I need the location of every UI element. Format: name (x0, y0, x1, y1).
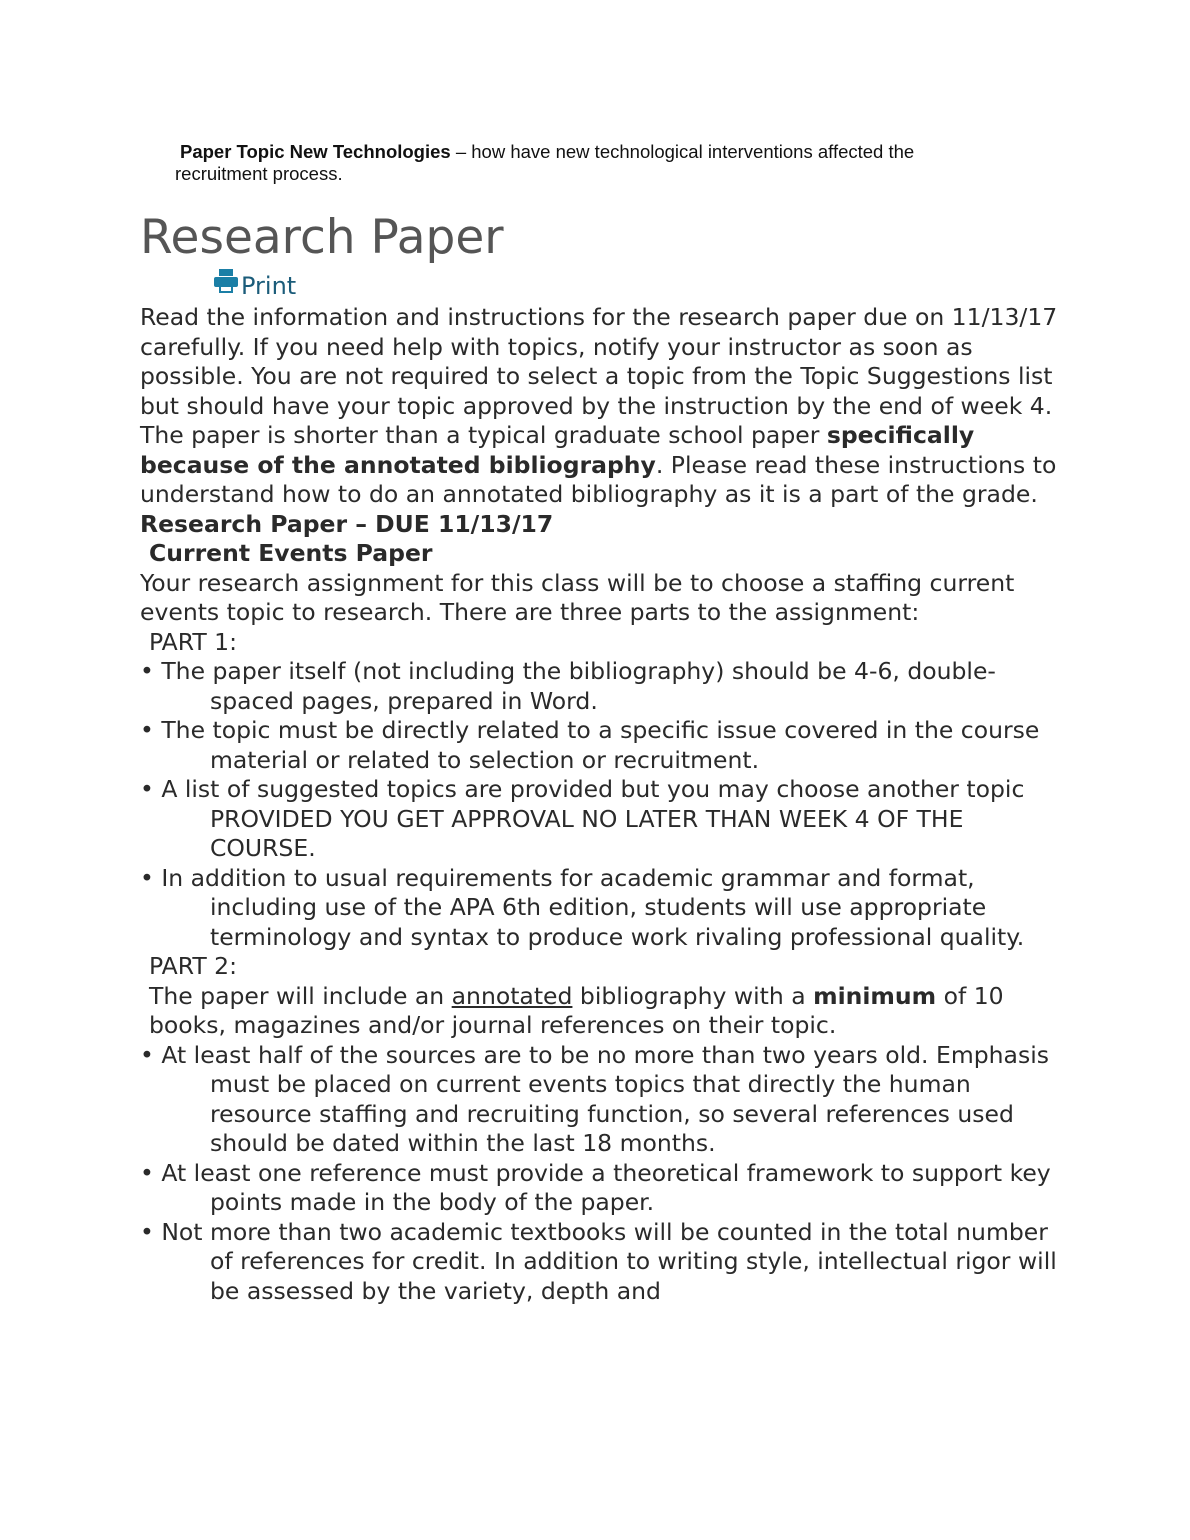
intro-text: Read the information and instructions for the research paper due on 11/13/17 carefully. If you need help with topics, notify your instructor as soon as possible. You are not required to select a topic from the Topic Suggestions list but should have your topic approved by the instruction by the end of week 4. The paper is shorter than a typical graduate school paper (140, 303, 1058, 449)
list-item: • The topic must be directly related to a specific issue covered in the course material or related to selection or recruitment. (140, 716, 1040, 774)
sub-heading: Current Events Paper (149, 539, 433, 567)
topic-text: – how have new technological interventions affected the recruitment process. (175, 141, 915, 184)
topic-label: Paper Topic New Technologies (180, 141, 451, 162)
paper-topic (175, 141, 995, 185)
printer-icon (213, 268, 239, 294)
list-item: • At least half of the sources are to be no more than two years old. Emphasis must be placed on current events topics that directly the human resource staffing and recruiting function, so several references used should be dated within the last 18 months. (140, 1040, 1049, 1157)
intro-bold: specifically because of the annotated bibliography (140, 421, 975, 479)
part2-label: PART 2: (149, 952, 238, 980)
list-item: • At least one reference must provide a theoretical framework to support key points made in the body of the paper. (140, 1158, 1051, 1216)
intro-paragraph (140, 303, 1060, 510)
part1-label: PART 1: (149, 627, 238, 656)
part2-text: The paper will include an (149, 981, 452, 1010)
page-title: Research Paper (140, 210, 504, 265)
list-item: • A list of suggested topics are provided but you may choose another topic PROVIDED YOU GET APPROVAL NO LATER THAN WEEK 4 OF THE COURSE. (140, 775, 1025, 862)
document-body (140, 303, 1060, 1306)
list-item: • Not more than two academic textbooks will be counted in the total number of references for credit. In addition to writing style, intellectual rigor will be assessed by the variety, depth and (140, 1217, 1057, 1305)
assignment-paragraph: Your research assignment for this class will be to choose a staffing current events topic to research. There are three parts to the assignment: (140, 568, 1015, 626)
list-item: • The paper itself (not including the bibliography) should be 4-6, double-spaced pages, prepared in Word. (140, 657, 996, 715)
due-heading: Research Paper – DUE 11/13/17 (140, 509, 554, 538)
list-item: • In addition to usual requirements for academic grammar and format, including use of the APA 6th edition, students will use appropriate terminology and syntax to produce work rivaling professional quality. (140, 863, 1025, 951)
part2-bold: minimum (813, 981, 937, 1010)
part2-underlined: annotated (451, 981, 573, 1010)
part2-text: bibliography with a (572, 981, 814, 1010)
part2-text: of 10 books, magazines and/or journal references on their topic. (149, 981, 1004, 1039)
print-link[interactable] (213, 268, 296, 300)
intro-text-end: . Please read these instructions to understand how to do an annotated bibliography as it is a part of the grade. (140, 450, 1057, 508)
print-label: Print (241, 272, 297, 300)
part2-intro (140, 982, 1060, 1041)
